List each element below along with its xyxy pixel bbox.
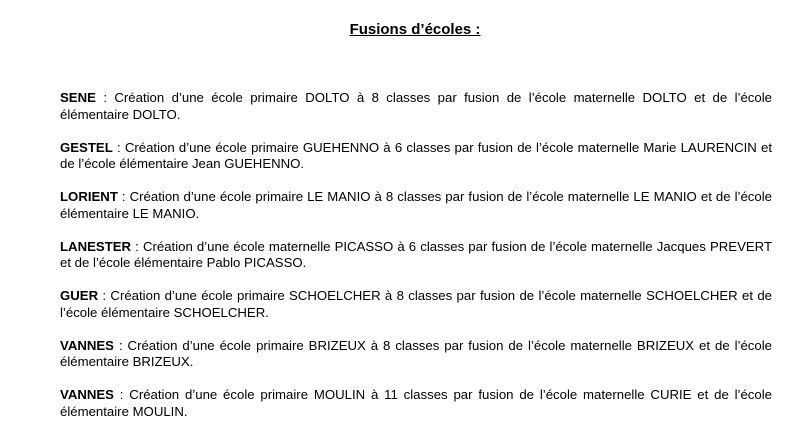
entry-text: : Création d’une école primaire LE MANIO à 8 classes par fusion de l’école maternelle LE MANIO et de l’école élémentaire LE MANIO. [60, 189, 772, 221]
entry-text: : Création d’une école primaire GUEHENNO à 6 classes par fusion de l’école maternelle Marie LAURENCIN et de l’école élémentaire Jean GUEHENNO. [60, 139, 772, 171]
entry-text: : Création d’une école maternelle PICASSO à 6 classes par fusion de l’école maternelle Jacques PREVERT et de l’école élémentaire Pablo PICASSO. [60, 238, 772, 270]
list-item [60, 387, 772, 420]
list-item [60, 140, 772, 173]
page-title: Fusions d’écoles : [349, 21, 481, 38]
list-item [60, 338, 772, 371]
entry-text: : Création d’une école primaire MOULIN à 11 classes par fusion de l’école maternelle CURIE et de l’école élémentaire MOULIN. [60, 387, 772, 419]
list-item [60, 90, 772, 123]
town-name: LANESTER [60, 238, 132, 254]
list-item [60, 239, 772, 272]
list-item [60, 288, 772, 321]
town-name: GUER [60, 288, 99, 303]
town-name: SENE [60, 90, 96, 105]
entry-text: : Création d’une école primaire BRIZEUX à 8 classes par fusion de l’école maternelle BRIZEUX et de l’école élémentaire BRIZEUX. [60, 337, 772, 369]
list-item [60, 189, 772, 222]
town-name: GESTEL [60, 139, 113, 155]
entry-text: : Création d’une école primaire DOLTO à 8 classes par fusion de l’école maternelle DOLTO et de l’école élémentaire DOLTO. [60, 90, 772, 122]
town-name: LORIENT [60, 189, 118, 204]
entry-text: : Création d’une école primaire SCHOELCHER à 8 classes par fusion de l’école maternelle SCHOELCHER et de l’école élémentaire SCHOELCHER. [60, 288, 772, 320]
town-name: VANNES [60, 387, 114, 402]
town-name: VANNES [60, 337, 114, 353]
merger-list [60, 90, 772, 437]
